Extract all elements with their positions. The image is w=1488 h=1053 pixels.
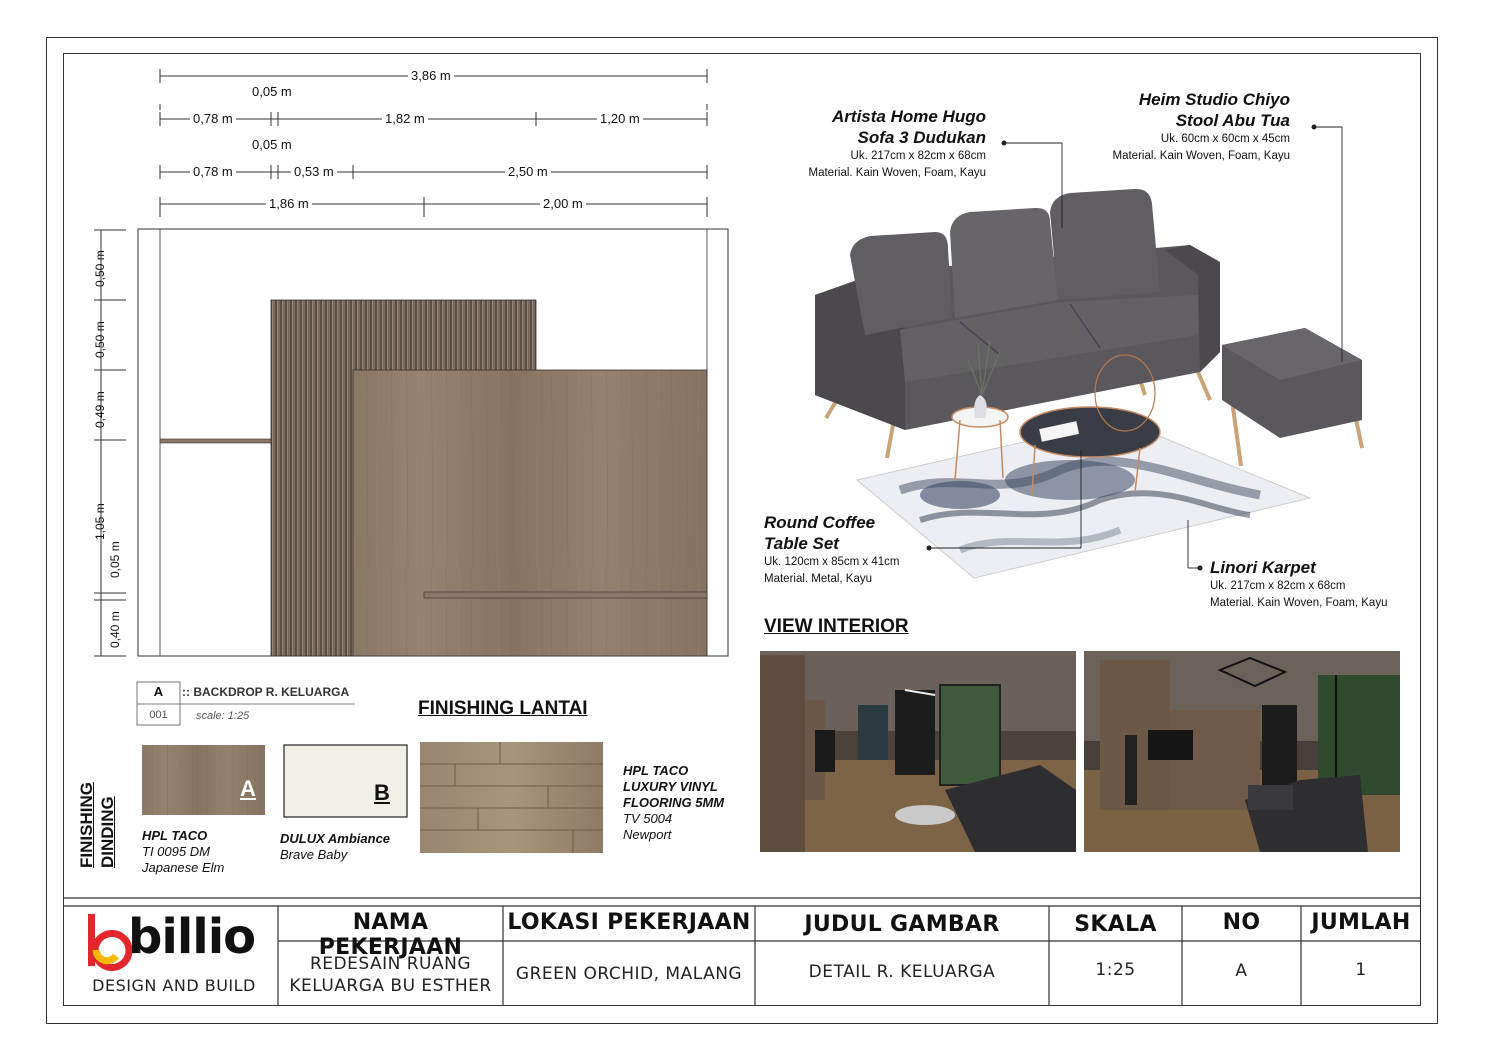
dim-row1-b: 1,82 m	[382, 111, 428, 126]
swatch-b-title: DULUX Ambiance	[280, 831, 391, 846]
dim-row3-a: 1,86 m	[266, 196, 312, 211]
dim-left-e: 0,40 m	[108, 611, 122, 648]
finishing-lantai-title: FINISHING LANTAI	[418, 698, 588, 719]
table-title1: Round Coffee	[764, 513, 876, 532]
value-jumlah: 1	[1355, 960, 1367, 980]
swatch-b-line1: Brave Baby	[280, 847, 348, 862]
sofa-title2: Sofa 3 Dudukan	[857, 128, 986, 147]
carpet-size: Uk. 217cm x 82cm x 68cm	[1210, 580, 1346, 592]
dim-left-d: 1,05 m	[93, 503, 107, 540]
header-no: NO	[1222, 910, 1261, 935]
sofa-material: Material. Kain Woven, Foam, Kayu	[808, 167, 986, 179]
table-title2: Table Set	[764, 534, 839, 553]
lantai-line5: Newport	[623, 827, 672, 842]
value-lokasi: GREEN ORCHID, MALANG	[515, 964, 743, 984]
swatch-b-letter: B	[374, 780, 390, 805]
finishing-dinding-label	[76, 782, 118, 868]
value-no: A	[1235, 961, 1248, 981]
view-interior-title: VIEW INTERIOR	[764, 616, 909, 637]
dim-overall: 3,86 m	[408, 68, 454, 83]
carpet-material: Material. Kain Woven, Foam, Kayu	[1210, 597, 1388, 609]
sofa-caption	[760, 106, 986, 182]
logo-sub: DESIGN AND BUILD	[92, 976, 256, 995]
dim-row1-c: 1,20 m	[597, 111, 643, 126]
floor-swatch	[420, 742, 603, 853]
dim-row2-c: 2,50 m	[505, 164, 551, 179]
finishing-dinding-line1: FINISHING	[77, 782, 96, 868]
dim-left-gap: 0,05 m	[108, 541, 122, 578]
dim-row2-a: 0,78 m	[190, 164, 236, 179]
elevation-tag-number: 001	[149, 709, 168, 721]
dim-row1-a: 0,78 m	[190, 111, 236, 126]
lantai-line1: HPL TACO	[623, 763, 689, 778]
swatch-a-line1: TI 0095 DM	[142, 844, 210, 859]
carpet-caption	[1210, 557, 1387, 612]
table-size: Uk. 120cm x 85cm x 41cm	[764, 556, 900, 568]
logo-text: billio	[128, 909, 256, 965]
value-nama-line1: REDESAIN RUANG	[309, 954, 472, 974]
sofa-title1: Artista Home Hugo	[832, 107, 986, 126]
dim-gap-1: 0,05 m	[249, 84, 295, 99]
header-skala: SKALA	[1074, 912, 1157, 937]
value-judul: DETAIL R. KELUARGA	[808, 962, 996, 982]
header-lokasi: LOKASI PEKERJAAN	[507, 910, 751, 935]
header-jumlah: JUMLAH	[1311, 910, 1411, 935]
dim-left-a: 0,50 m	[93, 250, 107, 287]
swatch-a-letter: A	[240, 776, 256, 801]
lantai-line3: FLOORING 5MM	[623, 795, 725, 810]
elevation-tag-scale: scale: 1:25	[196, 710, 250, 722]
sofa-size: Uk. 217cm x 82cm x 68cm	[850, 150, 986, 162]
dim-row2-b: 0,53 m	[291, 164, 337, 179]
dim-left-b: 0,50 m	[93, 321, 107, 358]
swatch-a-caption	[142, 828, 224, 876]
elevation-tag-letter: A	[153, 684, 164, 699]
value-nama-line2: KELUARGA BU ESTHER	[289, 976, 492, 996]
stool-size: Uk. 60cm x 60cm x 45cm	[1160, 133, 1290, 145]
value-skala: 1:25	[1095, 960, 1136, 980]
stool-caption	[1070, 89, 1290, 165]
elevation-tag-title: :: BACKDROP R. KELUARGA	[182, 685, 350, 699]
finishing-lantai-caption	[623, 763, 724, 843]
stool-title1: Heim Studio Chiyo	[1138, 90, 1290, 109]
finishing-dinding-line2: DINDING	[98, 796, 117, 868]
dim-gap-2: 0,05 m	[249, 137, 295, 152]
table-caption	[764, 512, 899, 588]
stool-title2: Stool Abu Tua	[1175, 111, 1290, 130]
dim-left-c: 0,49 m	[93, 391, 107, 428]
interior-render-2	[1084, 651, 1400, 852]
header-judul: JUDUL GAMBAR	[804, 912, 1000, 937]
table-material: Material. Metal, Kayu	[764, 573, 873, 585]
header-nama: NAMA PEKERJAAN	[318, 910, 463, 960]
lantai-line2: LUXURY VINYL	[623, 779, 718, 794]
lantai-line4: TV 5004	[623, 811, 673, 826]
value-nama	[278, 953, 503, 997]
interior-render-1	[760, 651, 1076, 852]
dim-row3-b: 2,00 m	[540, 196, 586, 211]
top-dimension-lines	[160, 69, 707, 217]
swatch-b-caption	[280, 831, 390, 863]
swatch-a-title: HPL TACO	[142, 828, 208, 843]
swatch-a-line2: Japanese Elm	[142, 860, 225, 875]
carpet-title1: Linori Karpet	[1210, 558, 1316, 577]
stool-material: Material. Kain Woven, Foam, Kayu	[1112, 150, 1290, 162]
left-dimension-lines	[94, 230, 126, 656]
